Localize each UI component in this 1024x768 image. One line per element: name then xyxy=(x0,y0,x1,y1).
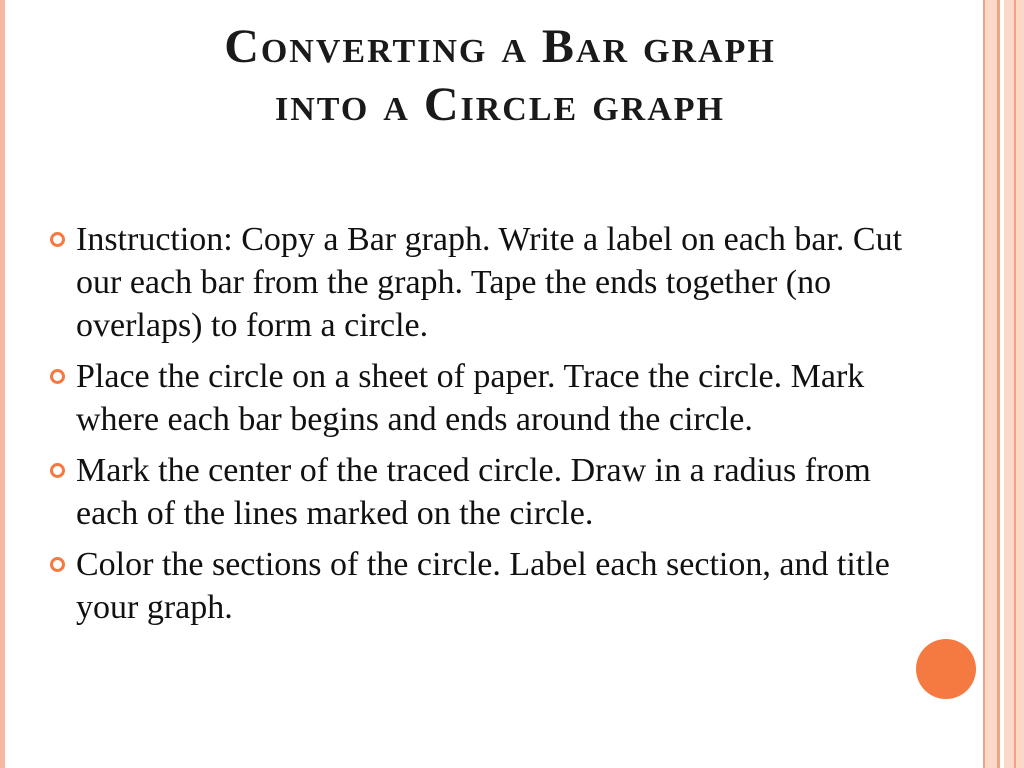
bullet-text: Color the sections of the circle. Label each section, and title your graph. xyxy=(76,546,890,626)
bullet-text: Mark the center of the traced circle. Draw in a radius from each of the lines marked on the circle. xyxy=(76,452,871,532)
decorative-stripes xyxy=(980,0,1024,768)
bullet-text: Instruction: Copy a Bar graph. Write a label on each bar. Cut our each bar from the graph. Tape the ends together (no overlaps) to form a circle. xyxy=(76,221,903,344)
bullet-icon xyxy=(50,463,65,478)
bullet-icon xyxy=(50,557,65,572)
bullet-icon xyxy=(50,232,65,247)
bullet-item xyxy=(50,355,930,441)
bullet-list xyxy=(50,218,930,637)
slide-title-line-2: into a Circle graph xyxy=(275,78,725,131)
left-border xyxy=(0,0,5,768)
bullet-item xyxy=(50,449,930,535)
decorative-circle-icon xyxy=(916,639,976,699)
slide-title xyxy=(60,18,940,134)
bullet-item xyxy=(50,218,930,347)
slide-title-line-1: Converting a Bar graph xyxy=(224,20,776,73)
bullet-icon xyxy=(50,369,65,384)
bullet-text: Place the circle on a sheet of paper. Trace the circle. Mark where each bar begins and ends around the circle. xyxy=(76,358,865,438)
bullet-item xyxy=(50,543,930,629)
